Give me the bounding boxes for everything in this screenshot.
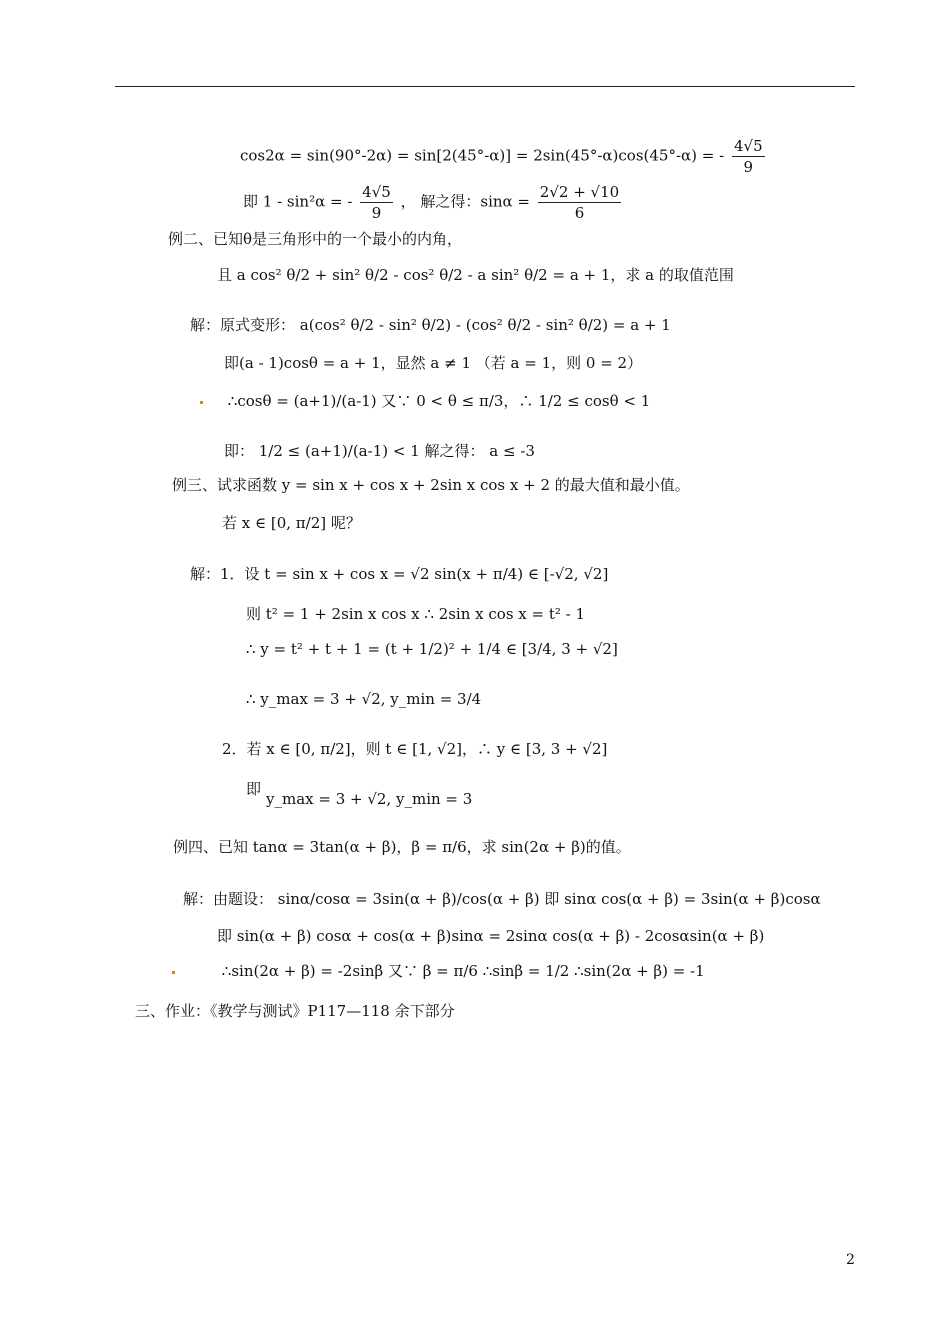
example-3-step-2: 则 t² = 1 + 2sin x cos x ∴ 2sin x cos x = t² - 1 xyxy=(246,605,586,623)
marker-dot xyxy=(172,971,175,974)
example-2-step-1: 解：原式变形： a(cos² θ/2 - sin² θ/2) - (cos² θ/2 - sin² θ/2) = a + 1 xyxy=(190,316,671,334)
example-3-step-5: 2．若 x ∈ [0, π/2]，则 t ∈ [1, √2]，∴ y ∈ [3, 3 + √2] xyxy=(222,740,608,758)
marker-dot xyxy=(200,401,203,404)
frac-4sqrt5-over-9: $\frac{4√5}{9}$ xyxy=(733,137,763,176)
example-3-question-2: 若 x ∈ [0, π/2] 呢？ xyxy=(222,514,361,532)
example-2-condition: 且 a cos² θ/2 + sin² θ/2 - cos² θ/2 - a sin² θ/2 = a + 1，求 a 的取值范围 xyxy=(217,266,734,284)
example-2-step-2: 即(a - 1)cosθ = a + 1，显然 a ≠ 1 （若 a = 1，则 0 = 2） xyxy=(224,354,643,372)
example-2-title: 例二、已知θ是三角形中的一个最小的内角， xyxy=(168,230,463,248)
homework-line: 三、作业：《教学与测试》P117—118 余下部分 xyxy=(135,1002,455,1020)
example-2-step-4: 即： 1/2 ≤ (a+1)/(a-1) < 1 解之得： a ≤ -3 xyxy=(224,442,535,460)
example-3-title: 例三、试求函数 y = sin x + cos x + 2sin x cos x + 2 的最大值和最小值。 xyxy=(172,476,690,494)
example-4-step-3: ∴sin(2α + β) = -2sinβ 又∵ β = π/6 ∴sinβ = 1/2 ∴sin(2α + β) = -1 xyxy=(172,960,705,981)
example-3-step-3: ∴ y = t² + t + 1 = (t + 1/2)² + 1/4 ∈ [3/4, 3 + √2] xyxy=(246,640,618,658)
example-4-step-1: 解：由题设： sinα/cosα = 3sin(α + β)/cos(α + β) 即 sinα cos(α + β) = 3sin(α + β)cosα xyxy=(183,890,821,908)
example-4-title: 例四、已知 tanα = 3tan(α + β)，β = π/6，求 sin(2α + β)的值。 xyxy=(173,838,631,856)
eq-sinsq: 即 1 - sin²α = - $\frac{4√5}{9}$ ， 解之得：sinα = $\frac{2√2 + √10}{6}$ xyxy=(243,183,620,222)
page-number: 2 xyxy=(846,1252,855,1268)
example-3-step-6: y_max = 3 + √2, y_min = 3 xyxy=(266,790,473,808)
example-3-step-1: 解：1．设 t = sin x + cos x = √2 sin(x + π/4) ∈ [-√2, √2] xyxy=(190,565,609,583)
example-3-step-4: ∴ y_max = 3 + √2, y_min = 3/4 xyxy=(246,690,482,708)
example-4-step-2: 即 sin(α + β) cosα + cos(α + β)sinα = 2sinα cos(α + β) - 2cosαsin(α + β) xyxy=(217,927,765,945)
header-rule xyxy=(115,86,855,87)
example-2-step-3: ∴cosθ = (a+1)/(a-1) 又∵ 0 < θ ≤ π/3，∴ 1/2 ≤ cosθ < 1 xyxy=(200,390,650,411)
example-3-step-6-label: 即 xyxy=(246,780,262,798)
eq-cos2a: cos2α = sin(90°-2α) = sin[2(45°-α)] = 2sin(45°-α)cos(45°-α) = - $\frac{4√5}{9}$ xyxy=(240,137,763,176)
